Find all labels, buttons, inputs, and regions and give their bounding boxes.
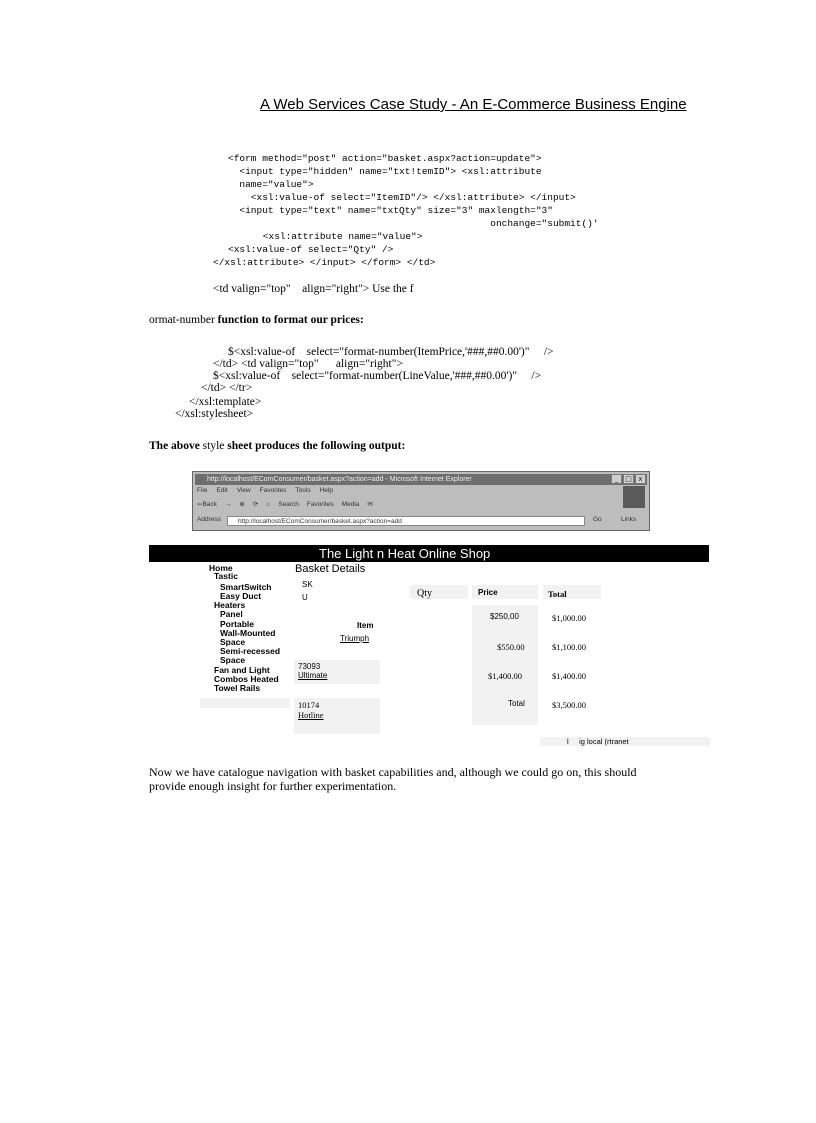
window-controls: [610, 474, 646, 484]
nav-item-semi-recessed[interactable]: Semi-recessed: [220, 646, 281, 656]
nav-item-heaters[interactable]: Heaters: [214, 600, 246, 610]
row-2-sku: 73093: [298, 662, 321, 671]
address-bar: [197, 516, 645, 527]
code-line: </td> <td valign="top" align="right">: [213, 358, 403, 370]
row-1-item-link[interactable]: Triumph: [340, 634, 370, 643]
stop-button[interactable]: ⊗: [239, 501, 245, 508]
grand-total-label: Total: [508, 699, 525, 708]
home-button[interactable]: ⌂: [266, 501, 271, 508]
code-line: onchange="submit()': [228, 218, 599, 229]
maximize-button[interactable]: □: [623, 474, 634, 484]
menu-help[interactable]: Help: [319, 487, 333, 494]
grand-total-value: $3,500.00: [552, 700, 586, 710]
forward-button[interactable]: →: [224, 501, 232, 508]
status-bar: l ig local (rtranet: [567, 737, 629, 746]
code-line: <xsl:value-of select="Qty" />: [228, 244, 394, 255]
row-3-total: $1,400.00: [552, 671, 586, 681]
minimize-button[interactable]: _: [611, 474, 622, 484]
row-2-price: $550.00: [497, 642, 525, 652]
menu-favorites[interactable]: Favorites: [259, 487, 287, 494]
address-input[interactable]: http://localhost/EComConsumer/basket.aspx?action=add: [227, 516, 585, 526]
price-header: Price: [478, 588, 498, 597]
row-3-item-link[interactable]: Hotline: [298, 710, 324, 720]
ie-logo-icon: [623, 486, 645, 508]
code-line: </td> </tr>: [201, 382, 253, 394]
nav-item-panel[interactable]: Panel: [220, 609, 243, 619]
qty-header: Qty: [417, 588, 432, 599]
menu-edit[interactable]: Edit: [216, 487, 228, 494]
row-3-price: $1,400.00: [488, 671, 522, 681]
closing-paragraph-line-2: provide enough insight for further experimentation.: [149, 779, 397, 793]
menu-bar: [197, 487, 342, 494]
code-line: </xsl:template>: [189, 396, 262, 408]
nav-item-wall-mounted[interactable]: Wall-Mounted: [220, 628, 276, 638]
nav-item-combos-heated[interactable]: Combos Heated: [214, 674, 279, 684]
item-header: Item: [357, 621, 374, 630]
back-button[interactable]: ⇦Back: [197, 501, 217, 508]
output-intro: [149, 440, 405, 452]
code-line: <form method="post" action="basket.aspx?action=update">: [228, 153, 542, 164]
row-1-total: $1,000.00: [552, 613, 586, 623]
browser-title-bar: [195, 474, 647, 485]
output-intro-bold-1: The above: [149, 440, 200, 452]
close-button[interactable]: x: [635, 474, 646, 484]
nav-item-towel-rails[interactable]: Towel Rails: [214, 683, 261, 693]
closing-paragraph-line-1: Now we have catalogue navigation with basket capabilities and, although we could go on, this should: [149, 765, 637, 779]
browser-window: [192, 471, 650, 531]
nav-item-space-2[interactable]: Space: [220, 655, 246, 665]
favorites-button[interactable]: Favorites: [306, 501, 334, 508]
sku-label: SK: [302, 580, 313, 589]
nav-item-home[interactable]: Home: [209, 563, 233, 573]
page-title: A Web Services Case Study - An E-Commerce Business Engine: [260, 96, 687, 113]
go-button[interactable]: Go: [593, 516, 602, 523]
total-header: Total: [548, 589, 567, 599]
format-line-plain: ormat-number: [149, 314, 218, 326]
code-line: <xsl:attribute name="value">: [240, 231, 423, 242]
nav-item-fan-and-light[interactable]: Fan and Light: [214, 665, 270, 675]
menu-tools[interactable]: Tools: [295, 487, 311, 494]
menu-view[interactable]: View: [236, 487, 251, 494]
nav-item-portable[interactable]: Portable: [220, 619, 255, 629]
sku-label-2: U: [302, 593, 308, 602]
search-button[interactable]: Search: [278, 501, 299, 508]
address-label: Address: [197, 516, 221, 523]
code-line: $<xsl:value-of select="format-number(ItemPrice,'###,##0.00')" />: [228, 346, 554, 358]
td-line: <td valign="top" align="right"> Use the f: [213, 283, 414, 295]
format-line: [149, 314, 364, 326]
shop-title: The Light n Heat Online Shop: [319, 546, 491, 561]
browser-title: http://localhost/EComConsumer/basket.aspx?action=add - Microsoft Internet Explorer: [207, 476, 472, 483]
nav-item-space[interactable]: Space: [220, 637, 246, 647]
refresh-button[interactable]: ⟳: [252, 501, 259, 508]
output-intro-plain: style: [199, 440, 228, 452]
code-line: <xsl:value-of select="ItemID"/> </xsl:attribute> </input>: [228, 192, 576, 203]
media-button[interactable]: Media: [341, 501, 360, 508]
nav-item-tastic[interactable]: Tastic: [214, 571, 238, 581]
code-line: </xsl:attribute> </input> </form> </td>: [213, 257, 436, 268]
row-2-total: $1,100.00: [552, 642, 586, 652]
browser-toolbar: [197, 500, 381, 508]
row-3-sku: 10174: [298, 700, 320, 710]
nav-bg: [200, 698, 290, 708]
code-line: $<xsl:value-of select="format-number(LineValue,'###,##0.00')" />: [213, 370, 542, 382]
basket-heading: Basket Details: [295, 563, 366, 575]
mail-icon[interactable]: ✉: [367, 501, 373, 508]
code-line: name="value">: [228, 179, 314, 190]
code-line: <input type="text" name="txtQty" size="3" maxlength="3": [228, 205, 553, 216]
links-button[interactable]: Links: [621, 516, 637, 523]
shop-banner: [149, 545, 709, 562]
row-1-price: $250,00: [490, 612, 519, 621]
nav-item-smartswitch[interactable]: SmartSwitch: [220, 582, 272, 592]
row-2-item-link[interactable]: Ultimate: [298, 671, 328, 680]
menu-file[interactable]: File: [197, 487, 208, 494]
price-column-bg: [472, 605, 538, 725]
output-intro-bold-2: sheet produces the following output:: [227, 440, 406, 452]
nav-item-easy-duct[interactable]: Easy Duct: [220, 591, 262, 601]
format-line-bold: function to format our prices:: [217, 314, 364, 326]
code-line: <input type="hidden" name="txt!temID"> <xsl:attribute: [228, 166, 542, 177]
code-line: </xsl:stylesheet>: [175, 408, 254, 420]
